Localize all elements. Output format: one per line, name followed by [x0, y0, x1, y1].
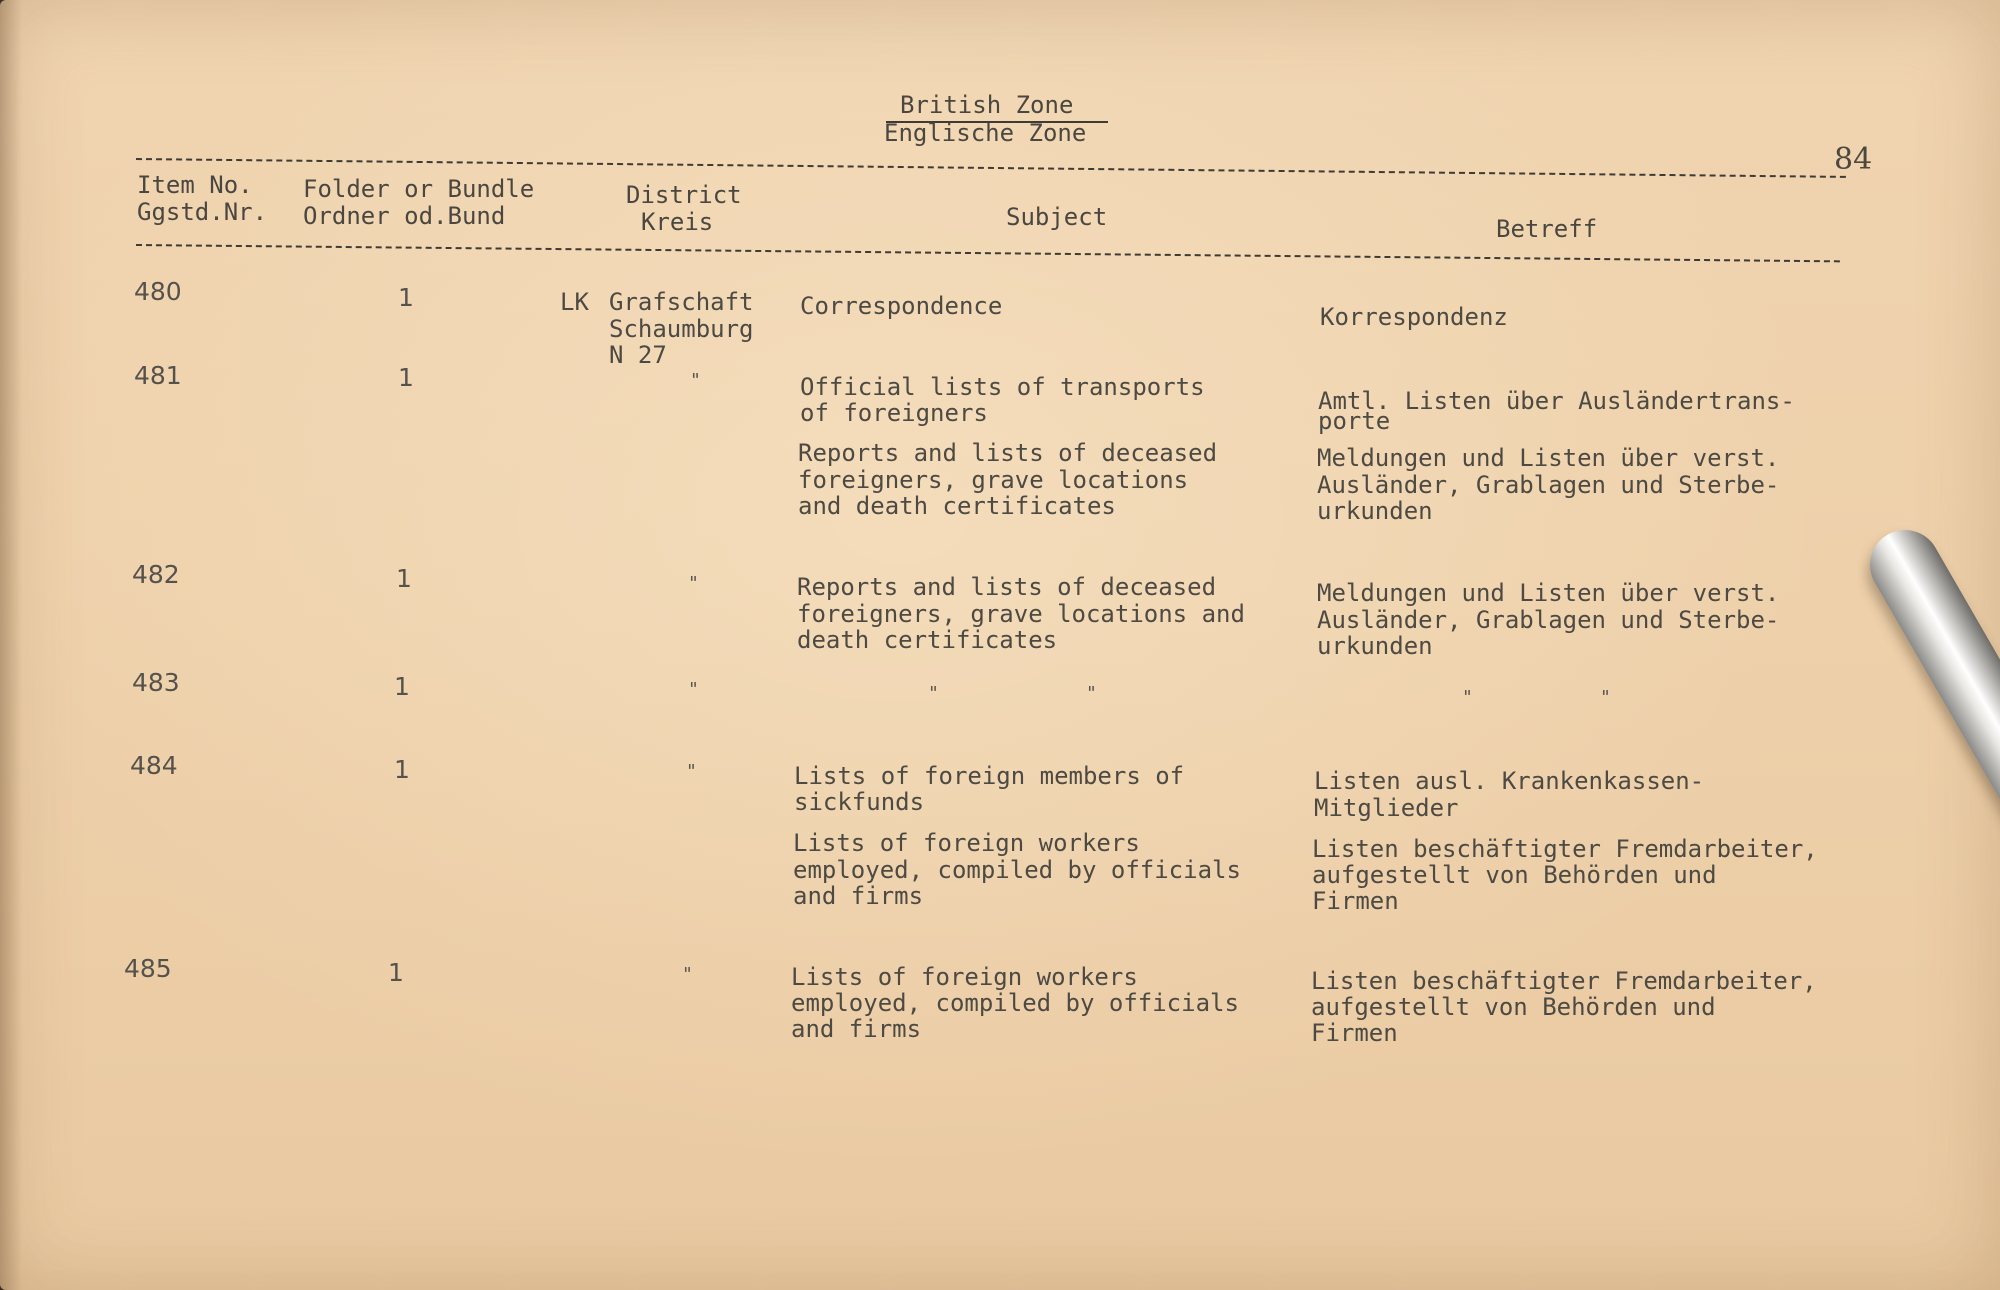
header-subject: Subject	[1006, 203, 1108, 231]
folder-count: 1	[388, 958, 404, 987]
betreff-line: Meldungen und Listen über verst.	[1317, 444, 1780, 472]
subject-line: foreigners, grave locations	[798, 466, 1189, 494]
betreff-line: Ausländer, Grablagen und Sterbe-	[1317, 471, 1780, 499]
subject-line: Reports and lists of deceased	[797, 573, 1217, 601]
betreff-line: Firmen	[1311, 1019, 1398, 1047]
folder-count: 1	[396, 564, 412, 593]
betreff-line: urkunden	[1317, 632, 1433, 660]
item-number: 483	[132, 668, 180, 697]
betreff-line: porte	[1318, 407, 1391, 435]
subject-line: and firms	[793, 882, 924, 910]
ditto-mark: "	[688, 573, 699, 594]
folder-count: 1	[394, 755, 410, 784]
header-folder-de: Ordner od.Bund	[303, 202, 506, 230]
item-number: 480	[134, 277, 182, 306]
header-betreff: Betreff	[1496, 215, 1598, 243]
subject-line: foreigners, grave locations and	[797, 600, 1245, 628]
betreff-line: aufgestellt von Behörden und	[1312, 861, 1717, 889]
item-number: 484	[130, 751, 178, 780]
ditto-mark: "	[1462, 687, 1473, 708]
header-item-de: Ggstd.Nr.	[137, 198, 268, 226]
betreff-line: urkunden	[1317, 497, 1433, 525]
subject-line: Lists of foreign workers	[793, 829, 1140, 857]
subject-line: Correspondence	[800, 292, 1003, 320]
header-item-en: Item No.	[137, 171, 253, 199]
item-number: 481	[134, 361, 182, 390]
tweezers-image	[1850, 520, 2000, 880]
page-number: 84	[1834, 142, 1873, 177]
header-folder-en: Folder or Bundle	[303, 175, 535, 203]
folder-count: 1	[398, 283, 414, 312]
subject-line: Reports and lists of deceased	[798, 439, 1218, 467]
ditto-mark: "	[690, 370, 701, 391]
betreff-line: Ausländer, Grablagen und Sterbe-	[1317, 606, 1780, 634]
zone-title-german: Englische Zone	[884, 119, 1087, 147]
zone-title-english: British Zone	[900, 91, 1074, 119]
header-district-de: Kreis	[641, 208, 714, 236]
item-number: 482	[132, 560, 180, 589]
subject-line: Official lists of transports	[800, 373, 1205, 401]
subject-line: Lists of foreign workers	[791, 963, 1138, 991]
district-line: N 27	[609, 341, 667, 369]
ditto-mark: "	[1600, 687, 1611, 708]
ditto-mark: "	[682, 964, 693, 985]
page-edge-shadow	[0, 0, 22, 1290]
folder-count: 1	[394, 672, 410, 701]
betreff-line: Amtl. Listen über Ausländertrans-	[1318, 387, 1795, 415]
folder-count: 1	[398, 363, 414, 392]
betreff-line: Listen beschäftigter Fremdarbeiter,	[1312, 835, 1818, 863]
district-line: Schaumburg	[609, 315, 754, 343]
header-district-en: District	[626, 181, 742, 209]
header-bottom-rule	[136, 244, 1840, 262]
betreff-line: Listen beschäftigter Fremdarbeiter,	[1311, 967, 1817, 995]
item-number: 485	[124, 954, 172, 983]
subject-line: death certificates	[797, 626, 1058, 654]
subject-line: and death certificates	[798, 492, 1116, 520]
ditto-mark: "	[686, 761, 697, 782]
ditto-mark: "	[1086, 683, 1097, 704]
betreff-line: Mitglieder	[1314, 794, 1459, 822]
betreff-line: Firmen	[1312, 887, 1399, 915]
district-prefix: LK	[560, 288, 589, 316]
betreff-line: Meldungen und Listen über verst.	[1317, 579, 1780, 607]
betreff-line: aufgestellt von Behörden und	[1311, 993, 1716, 1021]
subject-line: of foreigners	[800, 399, 988, 427]
subject-line: Lists of foreign members of	[794, 762, 1185, 790]
subject-line: and firms	[791, 1015, 922, 1043]
subject-line: sickfunds	[794, 788, 925, 816]
tweezer-arm	[1857, 520, 2000, 880]
betreff-line: Listen ausl. Krankenkassen-	[1314, 767, 1705, 795]
district-line: Grafschaft	[609, 288, 754, 316]
betreff-line: Korrespondenz	[1320, 303, 1508, 331]
subject-line: employed, compiled by officials	[793, 856, 1241, 884]
ditto-mark: "	[688, 679, 699, 700]
ditto-mark: "	[928, 683, 939, 704]
subject-line: employed, compiled by officials	[791, 989, 1239, 1017]
